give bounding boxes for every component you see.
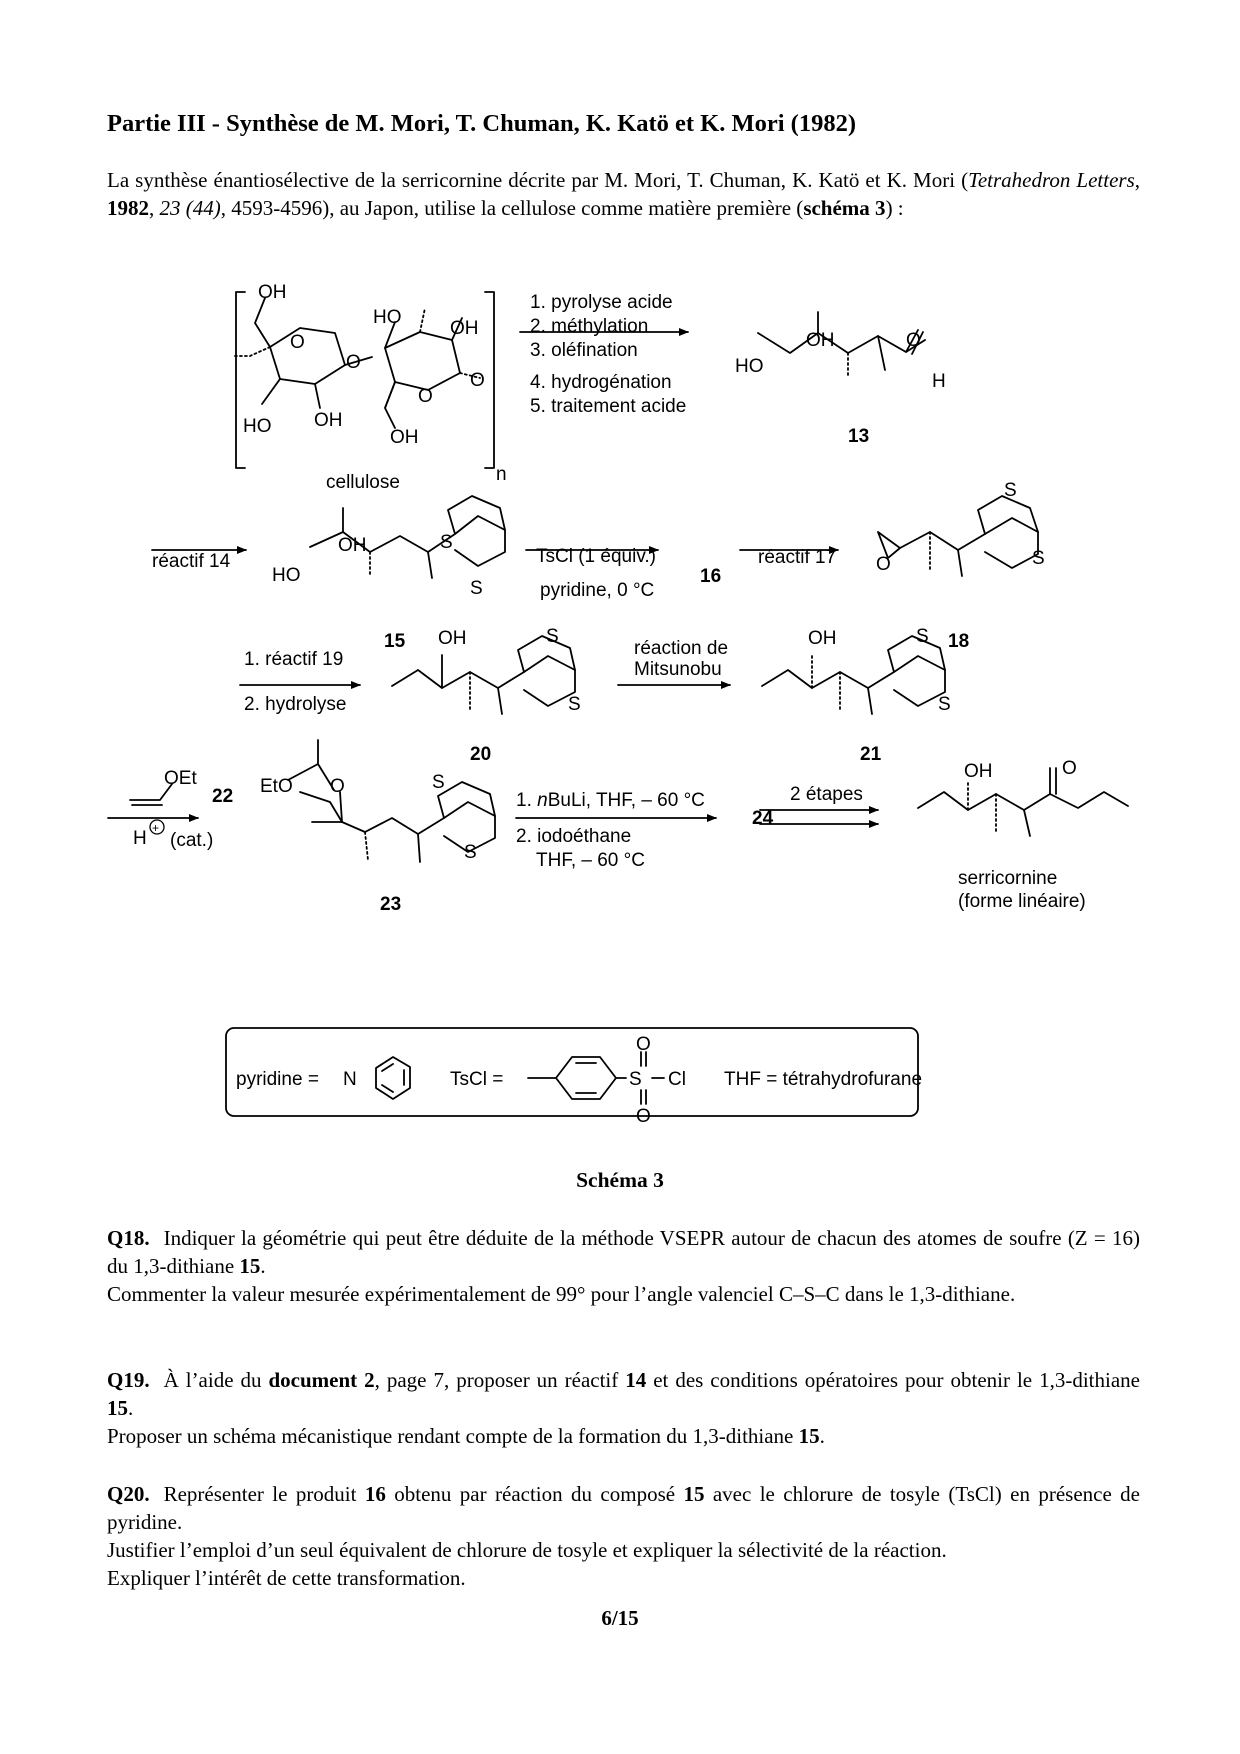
h-label: H <box>932 371 946 392</box>
s-label: S <box>546 626 559 647</box>
scheme-reference: schéma 3 <box>803 196 886 220</box>
polymer-n-label: n <box>496 464 507 485</box>
o-label: O <box>290 332 305 353</box>
pyridine-condition: pyridine, 0 °C <box>540 580 655 601</box>
cl-label: Cl <box>668 1069 686 1090</box>
o-label: O <box>906 330 921 351</box>
vinyl-ether-22-structure <box>108 784 198 818</box>
question-q18: Q18. Indiquer la géométrie qui peut être déduite de la méthode VSEPR autour de chacun des atomes de soufre (Z = 16) du 1,3-dithiane 15. Commenter la valeur mesurée expérimentalement de 99° pour l’angle valenciel C–S–C dans le 1,3-dithiane. <box>107 1226 1140 1306</box>
tosyl-chloride-structure <box>528 1052 664 1104</box>
scheme-caption: Schéma 3 <box>576 1168 664 1192</box>
compound-18-label: 18 <box>948 631 970 652</box>
cellulose-label: cellulose <box>326 472 400 493</box>
journal-name: Tetrahedron Letters <box>968 168 1135 192</box>
n-label: N <box>343 1069 357 1090</box>
page-number: 6/15 <box>601 1606 639 1630</box>
s-label: S <box>1004 480 1017 501</box>
o-label: O <box>876 554 891 575</box>
step24-condition-1: 1. nBuLi, THF, – 60 °C <box>516 790 705 811</box>
ho-label: HO <box>373 307 402 328</box>
step1-condition-5: 5. traitement acide <box>530 396 687 417</box>
s-label: S <box>916 626 929 647</box>
step20-condition-1: 1. réactif 19 <box>244 649 344 670</box>
compound-20-label: 20 <box>470 744 492 765</box>
tscl-legend: TsCl = <box>450 1069 504 1090</box>
oet-label: OEt <box>164 768 197 789</box>
tscl-condition: TsCl (1 équiv.) <box>536 546 657 567</box>
s-label: S <box>440 532 453 553</box>
linear-form-label: (forme linéaire) <box>958 891 1086 912</box>
s-label: S <box>629 1069 642 1090</box>
compound-13-label: 13 <box>848 426 870 447</box>
oh-label: OH <box>314 410 343 431</box>
serricornine-label: serricornine <box>958 868 1058 889</box>
compound-20-structure <box>392 636 575 714</box>
page-title: Partie III - Synthèse de M. Mori, T. Chuman, K. Katö et K. Mori (1982) <box>107 110 856 137</box>
o-label: O <box>418 386 433 407</box>
step1-condition-1: 1. pyrolyse acide <box>530 292 673 313</box>
compound-21-structure <box>762 636 945 714</box>
reagent-14-label: réactif 14 <box>152 551 231 572</box>
reaction-scheme <box>0 270 1240 1150</box>
compound-18-structure <box>878 496 1038 576</box>
ho-label: HO <box>272 565 301 586</box>
question-q19: Q19. À l’aide du document 2, page 7, proposer un réactif 14 et des conditions opératoires pour obtenir le 1,3-dithiane 15. Proposer un schéma mécanistique rendant compte de la formation du 1,3-dithiane 15. <box>107 1368 1140 1448</box>
mitsunobu-label-2: Mitsunobu <box>634 659 722 680</box>
o-label: O <box>330 776 345 797</box>
step1-condition-3: 3. oléfination <box>530 340 638 361</box>
oh-label: OH <box>806 330 835 351</box>
compound-16-label: 16 <box>700 566 722 587</box>
oh-label: OH <box>438 628 467 649</box>
step1-condition-4: 4. hydrogénation <box>530 372 672 393</box>
mitsunobu-label-1: réaction de <box>634 638 729 659</box>
serricornine-structure <box>918 768 1128 836</box>
reagent-17-label: réactif 17 <box>758 547 837 568</box>
question-q20: Q20. Représenter le produit 16 obtenu par réaction du composé 15 avec le chlorure de tosyle (TsCl) en présence de pyridine. Justifier l’emploi d’un seul équivalent de chlorure de tosyle et expliquer la sélectivité de la réaction. Expliquer l’intérêt de cette transformation. <box>107 1482 1140 1590</box>
compound-15-label: 15 <box>384 631 406 652</box>
oh-label: OH <box>808 628 837 649</box>
o-label: O <box>636 1034 651 1055</box>
step1-condition-2: 2. méthylation <box>530 316 649 337</box>
oh-label: OH <box>258 282 287 303</box>
compound-24-label: 24 <box>752 808 774 829</box>
compound-22-label: 22 <box>212 786 234 807</box>
compound-21-label: 21 <box>860 744 882 765</box>
o-label: O <box>470 370 485 391</box>
oh-label: OH <box>390 427 419 448</box>
step24-condition-3: THF, – 60 °C <box>536 850 645 871</box>
compound-23-label: 23 <box>380 894 402 915</box>
o-label: O <box>636 1106 651 1127</box>
charge-plus: + <box>152 821 160 835</box>
s-label: S <box>432 772 445 793</box>
two-steps-label: 2 étapes <box>790 784 863 805</box>
step20-condition-2: 2. hydrolyse <box>244 694 347 715</box>
acid-catalyst-h: H <box>133 828 147 849</box>
ho-label: HO <box>243 416 272 437</box>
oh-label: OH <box>964 761 993 782</box>
oh-label: OH <box>450 318 479 339</box>
s-label: S <box>1032 548 1045 569</box>
s-label: S <box>464 842 477 863</box>
s-label: S <box>568 694 581 715</box>
compound-13-structure <box>758 312 925 378</box>
oh-label: OH <box>338 535 367 556</box>
intro-paragraph: La synthèse énantiosélective de la serricornine décrite par M. Mori, T. Chuman, K. Katö et K. Mori (Tetrahedron Letters, 1982, 23 (44), 4593-4596), au Japon, utilise la cellulose comme matière première (schéma 3) : <box>107 168 1140 220</box>
pyridine-legend: pyridine = <box>236 1069 319 1090</box>
catalyst-label: (cat.) <box>170 830 214 851</box>
s-label: S <box>938 694 951 715</box>
eto-label: EtO <box>260 776 293 797</box>
o-label: O <box>1062 758 1077 779</box>
pyridine-structure <box>376 1057 410 1099</box>
ho-label: HO <box>735 356 764 377</box>
s-label: S <box>470 578 483 599</box>
step24-condition-2: 2. iodoéthane <box>516 826 632 847</box>
o-label: O <box>346 352 361 373</box>
thf-legend: THF = tétrahydrofurane <box>724 1069 923 1090</box>
